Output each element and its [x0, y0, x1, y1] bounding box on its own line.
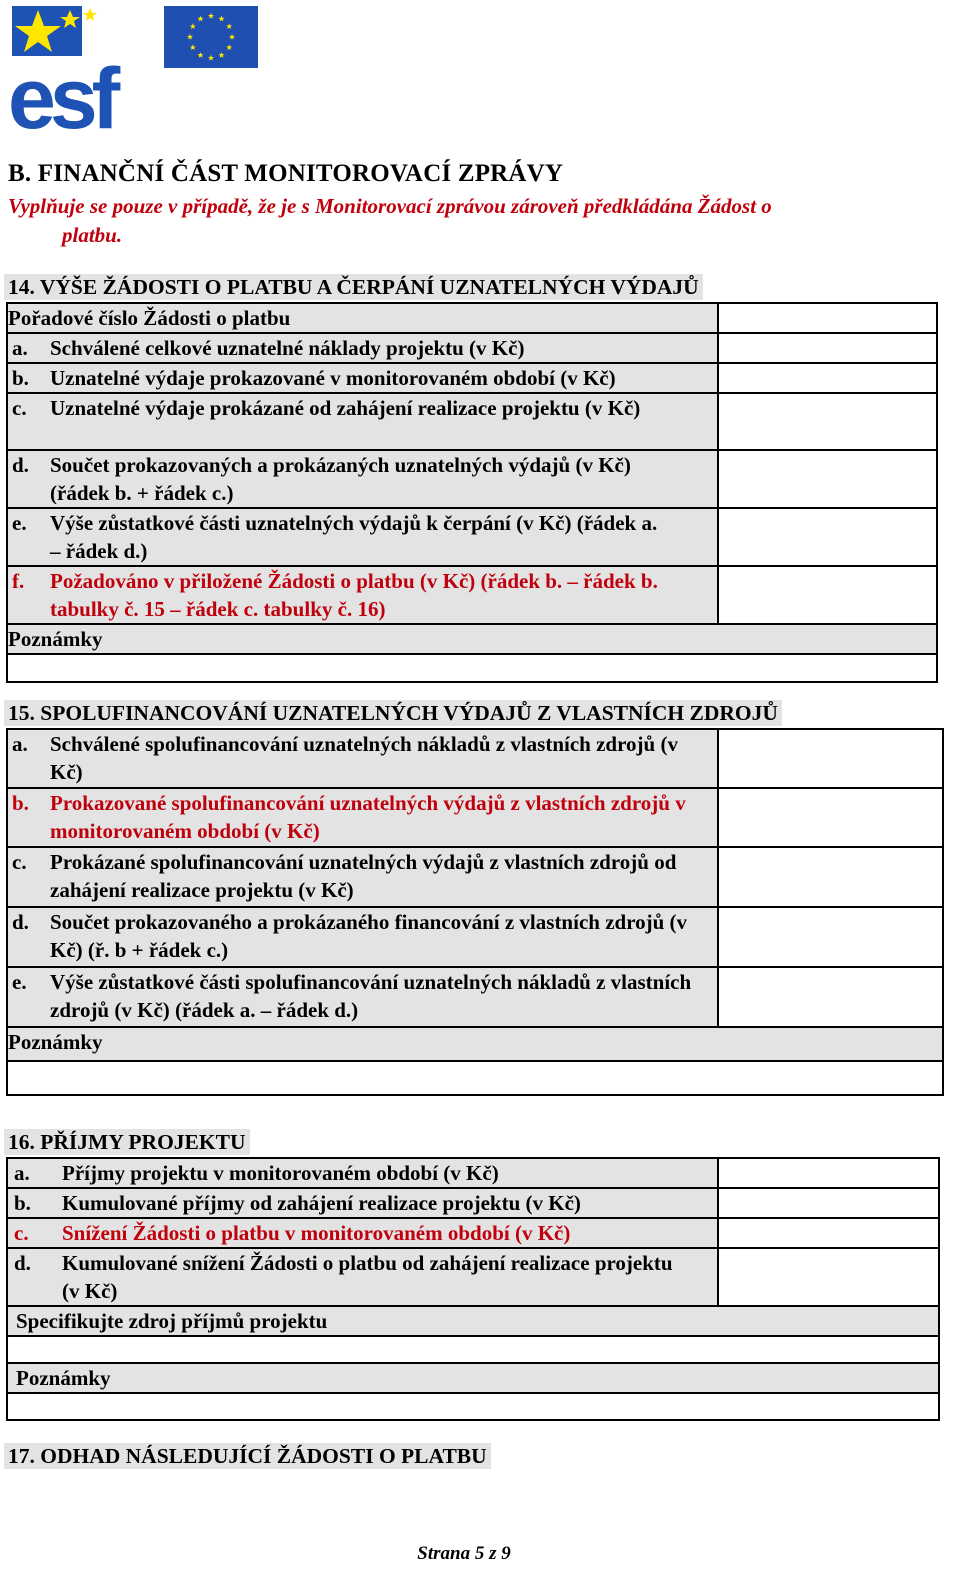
s16-row-d-letter: d. — [14, 1251, 31, 1275]
s15-row-c — [8, 848, 717, 904]
section-14-table — [6, 302, 938, 683]
s16-row-c-field[interactable] — [718, 1218, 939, 1248]
section-16-table — [6, 1157, 940, 1421]
s14-row-a-field[interactable] — [718, 333, 937, 363]
section-15-table — [6, 728, 944, 1096]
s16-row-c-text: Snížení Žádosti o platbu v monitorovaném období (v Kč) — [62, 1221, 571, 1245]
s16-row-d-text: Kumulované snížení Žádosti o platbu od zahájení realizace projektu (v Kč) — [62, 1251, 673, 1303]
s16-row-a-text: Příjmy projektu v monitorovaném období (v Kč) — [62, 1161, 499, 1185]
s14-row-f-text: Požadováno v přiložené Žádosti o platbu (v Kč) (řádek b. – řádek b. tabulky č. 15 – řádek c. tabulky č. 16) — [50, 569, 658, 621]
s14-row-f — [8, 567, 717, 623]
s15-row-d — [8, 908, 717, 964]
s15-row-c-letter: c. — [12, 850, 27, 874]
esf-logo — [4, 2, 264, 132]
s14-row-b — [8, 364, 717, 392]
s16-row-c — [8, 1219, 717, 1247]
s15-notes-field[interactable] — [7, 1061, 943, 1095]
s16-row-b-text: Kumulované příjmy od zahájení realizace projektu (v Kč) — [62, 1191, 581, 1215]
s14-row-c — [8, 394, 717, 422]
s15-row-c-field[interactable] — [718, 847, 943, 907]
s16-row-b — [8, 1189, 717, 1217]
s16-row-a-field[interactable] — [718, 1158, 939, 1188]
s15-row-a-text: Schválené spolufinancování uznatelných nákladů z vlastních zdrojů (v Kč) — [50, 732, 678, 784]
s15-row-a-field[interactable] — [718, 729, 943, 788]
s14-row-b-letter: b. — [12, 366, 29, 390]
s15-row-e-text: Výše zůstatkové části spolufinancování uznatelných nákladů z vlastních zdrojů (v Kč) (řádek a. – řádek d.) — [50, 970, 692, 1022]
s15-row-d-letter: d. — [12, 910, 29, 934]
s16-row-a-letter: a. — [14, 1161, 30, 1185]
s14-notes-field[interactable] — [7, 654, 937, 682]
s15-row-e-field[interactable] — [718, 967, 943, 1027]
s14-row-a-letter: a. — [12, 336, 28, 360]
s14-row-b-text: Uznatelné výdaje prokazované v monitorovaném období (v Kč) — [50, 366, 616, 390]
s14-row-f-field[interactable] — [718, 566, 937, 624]
section-17-heading: 17. ODHAD NÁSLEDUJÍCÍ ŽÁDOSTI O PLATBU — [4, 1443, 491, 1469]
s15-row-e — [8, 968, 717, 1024]
s15-row-b-letter: b. — [12, 791, 29, 815]
s16-row-b-letter: b. — [14, 1191, 31, 1215]
page-number: Strana 5 z 9 — [417, 1543, 511, 1564]
s14-notes-label: Poznámky — [7, 624, 937, 654]
s16-row-a — [8, 1159, 717, 1187]
document-instruction — [8, 192, 928, 250]
s14-row-e — [8, 509, 717, 565]
s14-row-e-text: Výše zůstatkové části uznatelných výdajů k čerpání (v Kč) (řádek a. – řádek d.) — [50, 511, 658, 563]
s16-row-b-field[interactable] — [718, 1188, 939, 1218]
s14-row-d — [8, 451, 717, 507]
s15-row-c-text: Prokázané spolufinancování uznatelných výdajů z vlastních zdrojů od zahájení realizace projektu (v Kč) — [50, 850, 677, 902]
s15-row-d-text: Součet prokazovaného a prokázaného financování z vlastních zdrojů (v Kč) (ř. b + řádek c.) — [50, 910, 688, 962]
s15-row-b-field[interactable] — [718, 788, 943, 847]
s15-row-e-letter: e. — [12, 970, 27, 994]
s16-notes-label: Poznámky — [7, 1363, 939, 1393]
s14-row-d-text: Součet prokazovaných a prokázaných uznatelných výdajů (v Kč) (řádek b. + řádek c.) — [50, 453, 631, 505]
s15-row-b — [8, 789, 717, 845]
s15-notes-label: Poznámky — [7, 1027, 943, 1061]
s15-row-b-text: Prokazované spolufinancování uznatelných výdajů z vlastních zdrojů v monitorovaném období (v Kč) — [50, 791, 686, 843]
s14-row-c-field[interactable] — [718, 393, 937, 450]
instruction-line-1: Vyplňuje se pouze v případě, že je s Monitorovací zprávou zároveň předkládána Žádost o — [8, 194, 772, 218]
s16-source-label: Specifikujte zdroj příjmů projektu — [7, 1306, 939, 1336]
s15-row-a — [8, 730, 717, 786]
instruction-line-2: platbu. — [62, 223, 123, 247]
s16-row-c-letter: c. — [14, 1221, 29, 1245]
s14-row-d-letter: d. — [12, 453, 29, 477]
s15-row-d-field[interactable] — [718, 907, 943, 967]
s14-row-a — [8, 334, 717, 362]
s14-row-c-text: Uznatelné výdaje prokázané od zahájení realizace projektu (v Kč) — [50, 396, 641, 420]
s16-row-d — [8, 1249, 717, 1305]
s16-row-d-field[interactable] — [718, 1248, 939, 1306]
s14-row-a-text: Schválené celkové uznatelné náklady projektu (v Kč) — [50, 336, 525, 360]
document-title: B. FINANČNÍ ČÁST MONITOROVACÍ ZPRÁVY — [8, 160, 564, 187]
section-15-heading: 15. SPOLUFINANCOVÁNÍ UZNATELNÝCH VÝDAJŮ Z VLASTNÍCH ZDROJŮ — [4, 700, 782, 726]
section-14-heading: 14. VÝŠE ŽÁDOSTI O PLATBU A ČERPÁNÍ UZNATELNÝCH VÝDAJŮ — [4, 274, 703, 300]
s14-row-e-field[interactable] — [718, 508, 937, 566]
section-16-heading: 16. PŘÍJMY PROJEKTU — [4, 1129, 250, 1155]
esf-star-tiny — [83, 8, 97, 21]
s14-row-e-letter: e. — [12, 511, 27, 535]
s16-source-field[interactable] — [7, 1336, 939, 1363]
s14-row-b-field[interactable] — [718, 363, 937, 393]
s14-row-f-letter: f. — [12, 569, 25, 593]
order-number-field[interactable] — [718, 303, 937, 333]
s14-row-d-field[interactable] — [718, 450, 937, 508]
esf-wordmark: esf — [8, 51, 115, 132]
s14-row-c-letter: c. — [12, 396, 27, 420]
s15-row-a-letter: a. — [12, 732, 28, 756]
s16-notes-field[interactable] — [7, 1393, 939, 1420]
order-number-label: Pořadové číslo Žádosti o platbu — [7, 303, 718, 333]
